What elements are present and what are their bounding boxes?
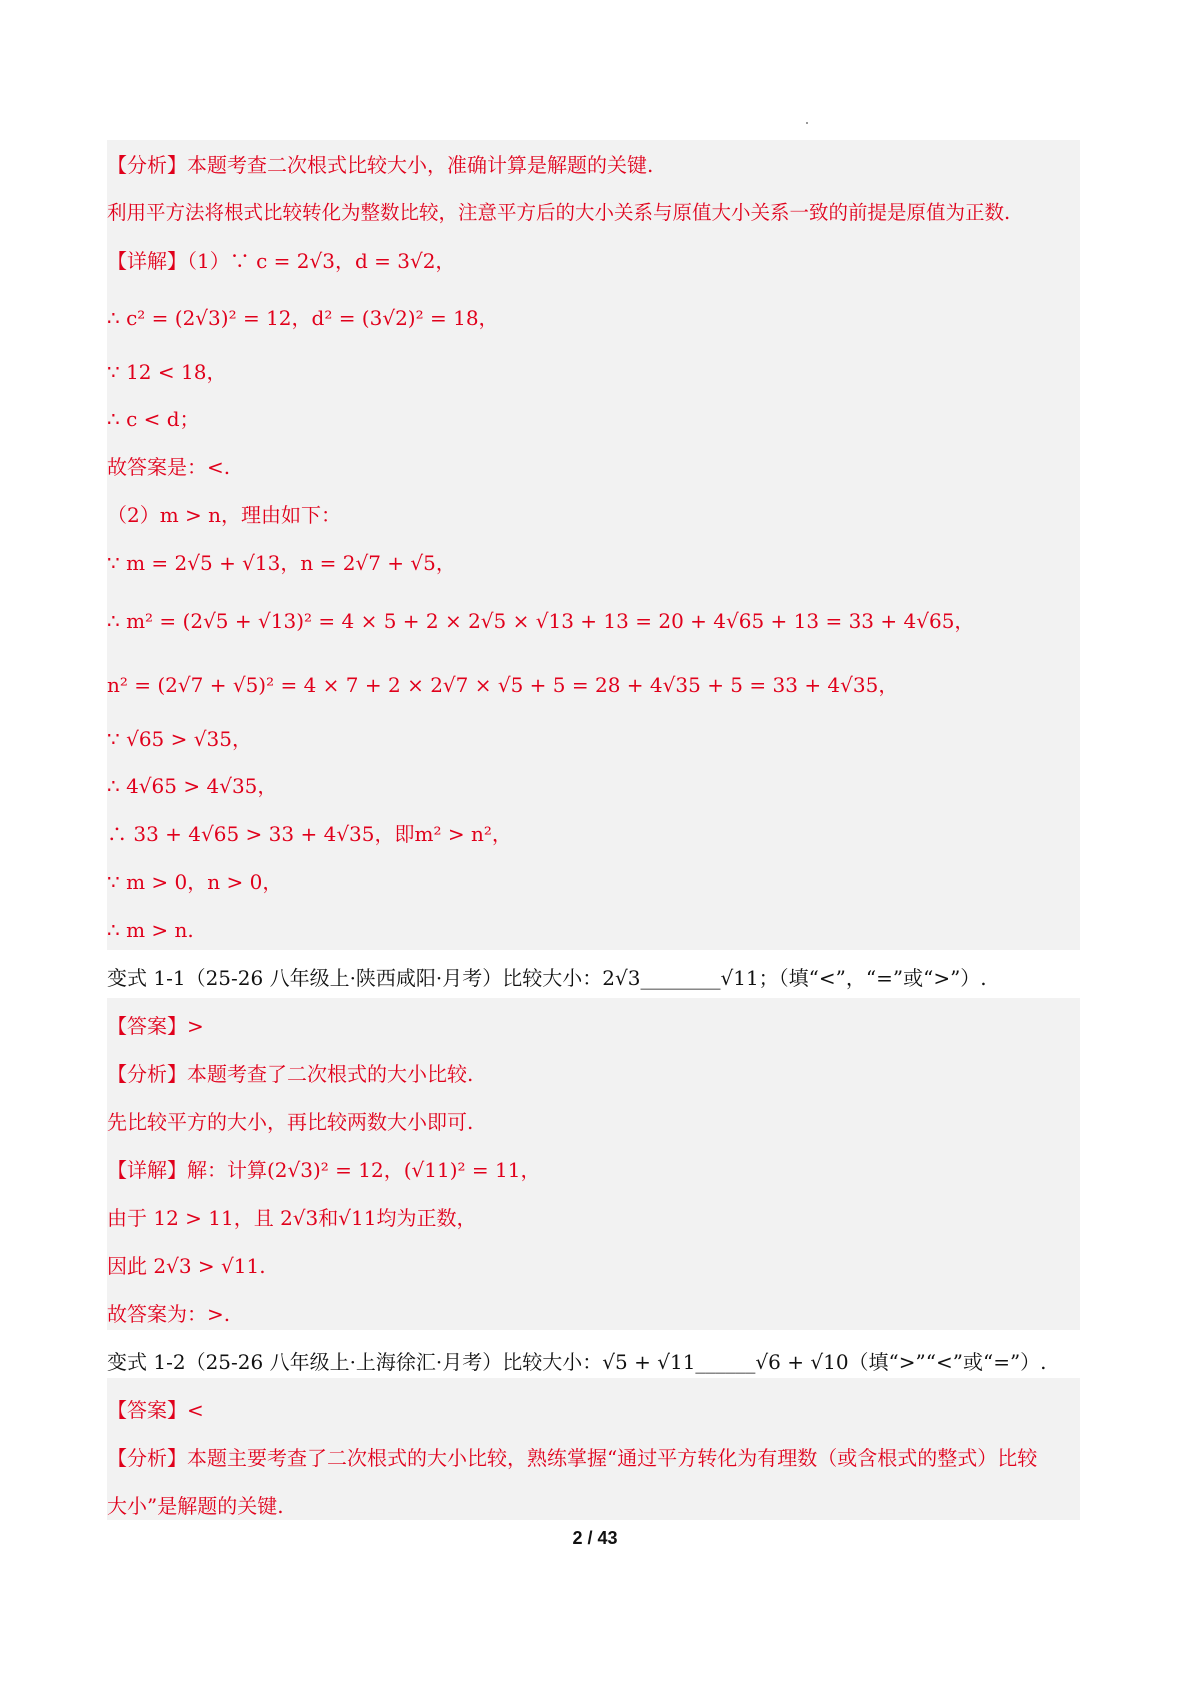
page-number: 2 / 43 [572,1528,618,1548]
detail-line: ∵ m = 2√5 + √13，n = 2√7 + √5， [107,551,456,575]
detail-line: ∵ 12 < 18， [107,360,227,384]
detail-line: ∴ c² = (2√3)² = 12，d² = (3√2)² = 18， [107,306,499,330]
detail-line: ∴ 4√65 > 4√35， [107,774,278,798]
variant-question: 变式 1-2（25-26 八年级上·上海徐汇·月考）比较大小：√5 + √11______√6 + √10（填“>”“<”或“=”）. [107,1350,1047,1374]
answer-line: 【答案】> [107,1014,204,1038]
analysis-line: 【分析】本题考查了二次根式的大小比较. [107,1062,474,1086]
analysis-line: 【分析】本题主要考查了二次根式的大小比较，熟练掌握“通过平方转化为有理数（或含根式的整式）比较 [107,1446,1038,1470]
detail-line: 因此 2√3 > √11. [107,1254,266,1278]
detail-line: n² = (2√7 + √5)² = 4 × 7 + 2 × 2√7 × √5 + 5 = 28 + 4√35 + 5 = 33 + 4√35， [107,673,899,697]
detail-line: ∴ 33 + 4√65 > 33 + 4√35，即m² > n²， [107,822,512,846]
variant-question: 变式 1-1（25-26 八年级上·陕西咸阳·月考）比较大小：2√3________√11；（填“<”，“=”或“>”）. [107,966,987,990]
analysis-line: 【分析】本题考查二次根式比较大小，准确计算是解题的关键. [107,153,654,177]
detail-line: ∴ m² = (2√5 + √13)² = 4 × 5 + 2 × 2√5 × √13 + 13 = 20 + 4√65 + 13 = 33 + 4√65， [107,609,975,633]
answer-line: 【答案】< [107,1398,204,1422]
analysis-line: 先比较平方的大小，再比较两数大小即可. [107,1110,474,1134]
detail-line: ∴ m > n. [107,918,194,942]
detail-line: ∵ √65 > √35， [107,727,252,751]
detail-line: 【详解】（1）∵ c = 2√3，d = 3√2， [107,249,456,273]
detail-line: ∴ c < d； [107,407,200,431]
detail-line: 由于 12 > 11，且 2√3和√11均为正数， [107,1206,477,1230]
detail-line: 【详解】解：计算(2√3)² = 12，(√11)² = 11， [107,1158,541,1182]
analysis-line: 利用平方法将根式比较转化为整数比较，注意平方后的大小关系与原值大小关系一致的前提是原值为正数. [107,201,1011,224]
detail-line: ∵ m > 0，n > 0， [107,870,283,894]
detail-line: （2）m > n，理由如下： [107,503,342,527]
header-mark [806,122,808,124]
analysis-line: 大小”是解题的关键. [107,1494,284,1518]
detail-line: 故答案为：>. [107,1302,231,1326]
detail-line: 故答案是：<. [107,455,231,479]
